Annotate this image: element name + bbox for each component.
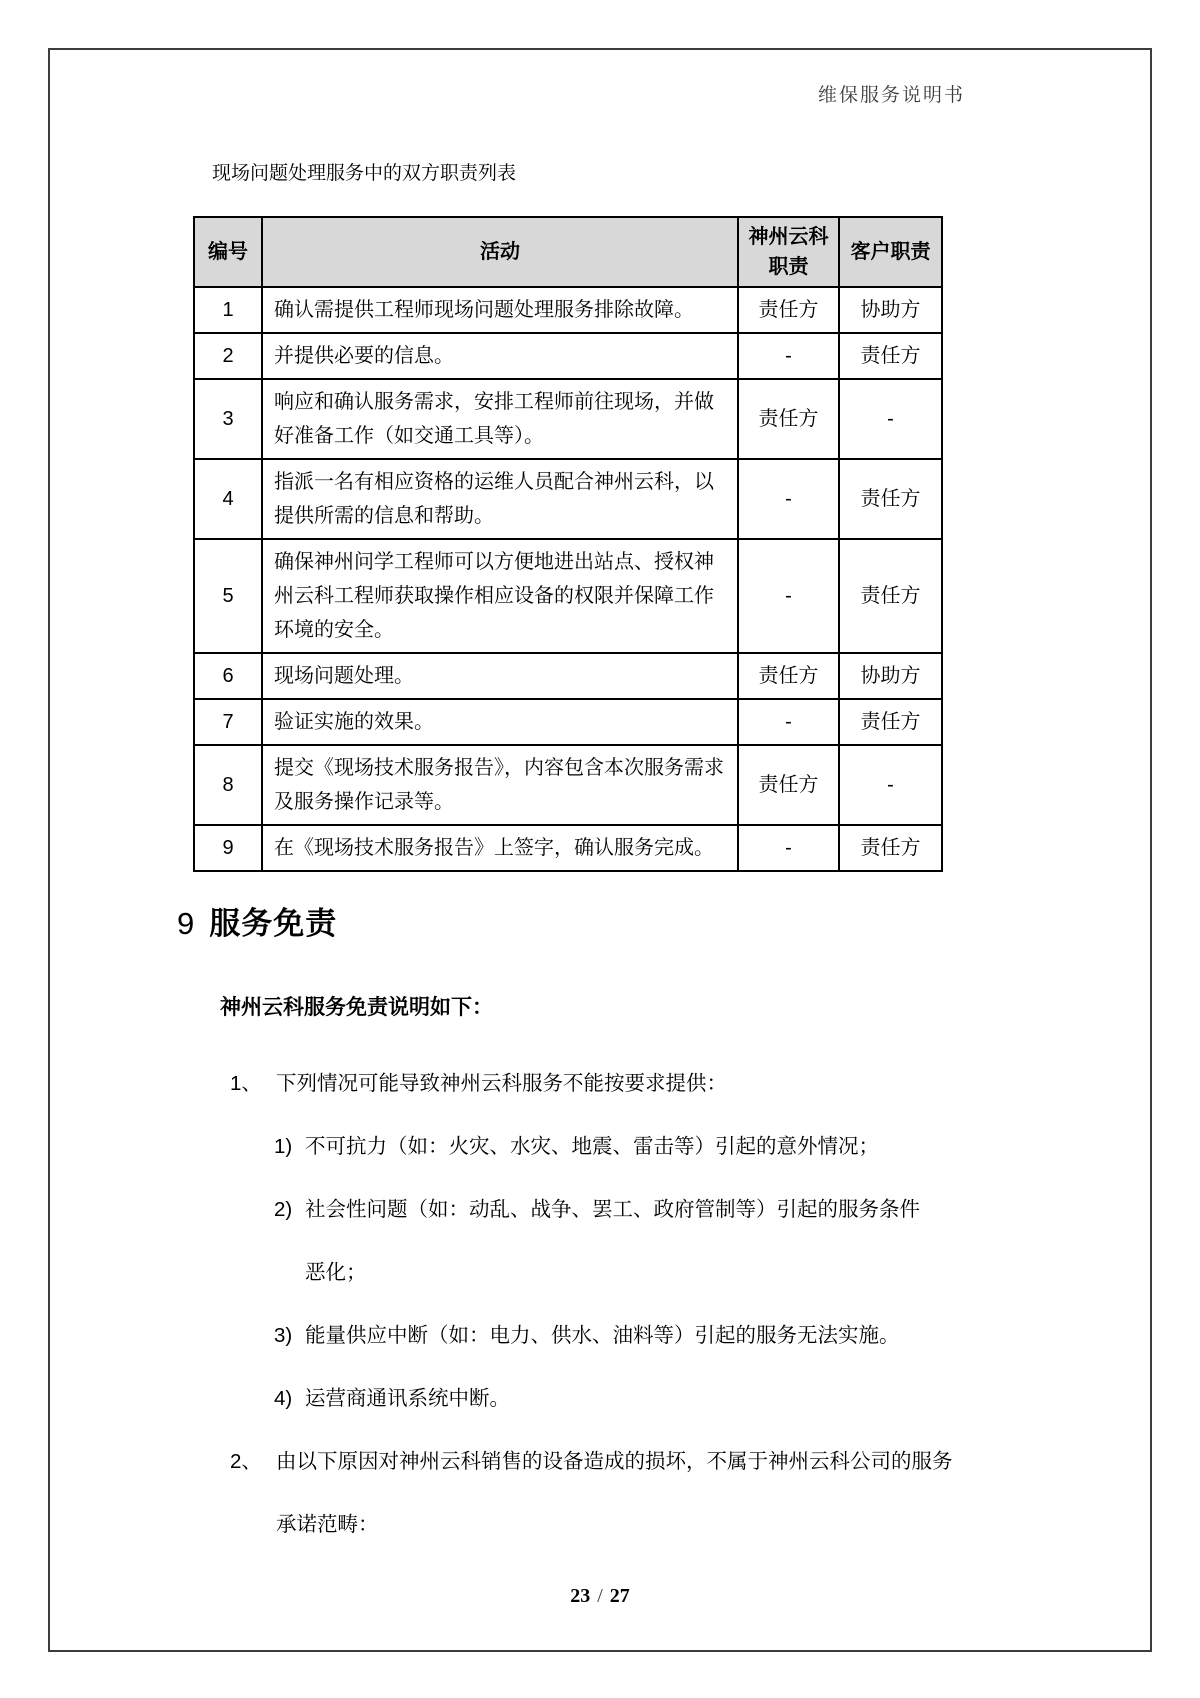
page-number-total: 27 (609, 1585, 630, 1607)
column-header-3: 客户职责 (839, 217, 942, 287)
section-number: 9 (177, 906, 195, 941)
list-text: 不可抗力（如：火灾、水灾、地震、雷击等）引起的意外情况； (305, 1135, 879, 1158)
row-number-cell: 9 (194, 825, 262, 871)
yunke-duty-cell: 责任方 (738, 379, 839, 459)
activity-cell: 确保神州问学工程师可以方便地进出站点、授权神州云科工程师获取操作相应设备的权限并保障工作环境的安全。 (262, 539, 738, 653)
document-header-title: 维保服务说明书 (818, 85, 966, 106)
row-number-cell: 7 (194, 699, 262, 745)
list-subitem (274, 1367, 970, 1430)
table-row (194, 745, 942, 825)
table-row (194, 379, 942, 459)
list-marker: 1) (274, 1135, 293, 1158)
yunke-duty-cell: 责任方 (738, 745, 839, 825)
activity-cell: 响应和确认服务需求，安排工程师前往现场，并做好准备工作（如交通工具等）。 (262, 379, 738, 459)
responsibility-table-body (194, 287, 942, 871)
yunke-duty-cell: - (738, 825, 839, 871)
page-number-current: 23 (570, 1585, 591, 1607)
activity-cell: 指派一名有相应资格的运维人员配合神州云科，以提供所需的信息和帮助。 (262, 459, 738, 539)
list-text: 运营商通讯系统中断。 (305, 1387, 510, 1410)
yunke-duty-cell: - (738, 333, 839, 379)
table-row (194, 539, 942, 653)
customer-duty-cell: 责任方 (839, 459, 942, 539)
table-row (194, 459, 942, 539)
table-header-row (194, 217, 942, 287)
list-subitem (274, 1304, 970, 1367)
table-caption: 现场问题处理服务中的双方职责列表 (212, 163, 517, 184)
row-number-cell: 5 (194, 539, 262, 653)
list-marker: 4) (274, 1387, 293, 1410)
row-number-cell: 3 (194, 379, 262, 459)
column-header-1: 活动 (262, 217, 738, 287)
section-heading (177, 898, 337, 943)
customer-duty-cell: 协助方 (839, 653, 942, 699)
list-text: 社会性问题（如：动乱、战争、罢工、政府管制等）引起的服务条件恶化； (305, 1198, 920, 1284)
activity-cell: 确认需提供工程师现场问题处理服务排除故障。 (262, 287, 738, 333)
activity-cell: 在《现场技术服务报告》上签字，确认服务完成。 (262, 825, 738, 871)
list-marker: 2、 (230, 1450, 262, 1473)
list-marker: 3) (274, 1324, 293, 1347)
table-row (194, 653, 942, 699)
disclaimer-lead: 神州云科服务免责说明如下： (220, 996, 493, 1019)
disclaimer-list (230, 1052, 970, 1556)
row-number-cell: 4 (194, 459, 262, 539)
row-number-cell: 8 (194, 745, 262, 825)
page-number-separator: / (597, 1585, 603, 1607)
yunke-duty-cell: 责任方 (738, 653, 839, 699)
table-row (194, 699, 942, 745)
column-header-2: 神州云科职责 (738, 217, 839, 287)
list-text: 下列情况可能导致神州云科服务不能按要求提供： (276, 1072, 727, 1095)
table-row (194, 287, 942, 333)
list-subitem (274, 1178, 970, 1304)
customer-duty-cell: 责任方 (839, 539, 942, 653)
yunke-duty-cell: - (738, 699, 839, 745)
page-footer (0, 1585, 1200, 1608)
table-row (194, 333, 942, 379)
section-title: 服务免责 (209, 906, 338, 941)
customer-duty-cell: - (839, 745, 942, 825)
responsibility-table (193, 216, 943, 872)
customer-duty-cell: 责任方 (839, 699, 942, 745)
list-marker: 1、 (230, 1072, 262, 1095)
row-number-cell: 2 (194, 333, 262, 379)
list-item (230, 1430, 970, 1556)
list-marker: 2) (274, 1198, 293, 1221)
activity-cell: 并提供必要的信息。 (262, 333, 738, 379)
customer-duty-cell: 协助方 (839, 287, 942, 333)
activity-cell: 提交《现场技术服务报告》，内容包含本次服务需求及服务操作记录等。 (262, 745, 738, 825)
customer-duty-cell: 责任方 (839, 825, 942, 871)
activity-cell: 验证实施的效果。 (262, 699, 738, 745)
yunke-duty-cell: - (738, 539, 839, 653)
customer-duty-cell: - (839, 379, 942, 459)
yunke-duty-cell: 责任方 (738, 287, 839, 333)
row-number-cell: 1 (194, 287, 262, 333)
activity-cell: 现场问题处理。 (262, 653, 738, 699)
table-row (194, 825, 942, 871)
customer-duty-cell: 责任方 (839, 333, 942, 379)
row-number-cell: 6 (194, 653, 262, 699)
yunke-duty-cell: - (738, 459, 839, 539)
list-text: 由以下原因对神州云科销售的设备造成的损坏，不属于神州云科公司的服务承诺范畴： (276, 1450, 953, 1536)
list-text: 能量供应中断（如：电力、供水、油料等）引起的服务无法实施。 (305, 1324, 900, 1347)
list-item (230, 1052, 970, 1115)
list-subitem (274, 1115, 970, 1178)
column-header-0: 编号 (194, 217, 262, 287)
